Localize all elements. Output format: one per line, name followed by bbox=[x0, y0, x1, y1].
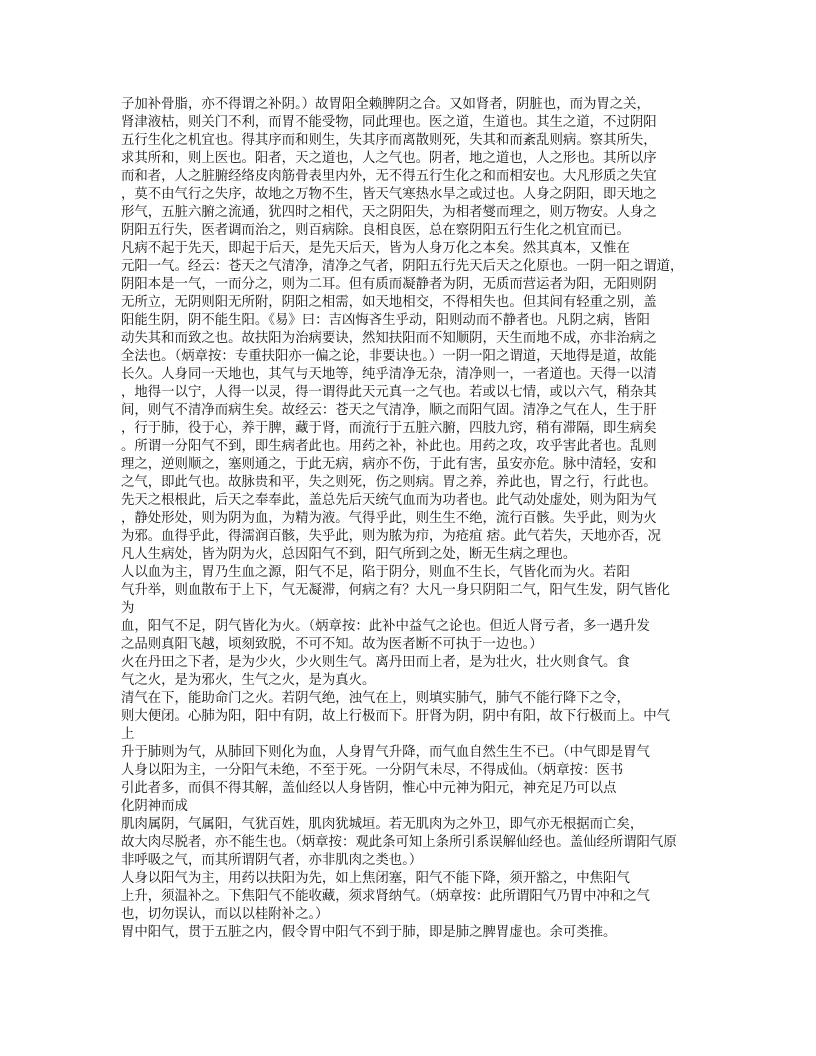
text-line: 人以血为主，胃乃生血之源，阳气不足，陷于阴分，则血不生长，气皆化而为火。若阳 bbox=[121, 565, 630, 580]
text-line: 上升，须温补之。下焦阳气不能收藏，须求肾纳气。（炳章按：此所谓阳气乃胃中冲和之气 bbox=[121, 889, 650, 904]
text-line: 子加补骨脂，亦不得谓之补阴。）故胃阳全赖脾阴之合。又如肾者，阴脏也，而为胃之关， bbox=[121, 97, 650, 112]
text-line: 肾津液枯，则关门不利，而胃不能受物，同此理也。医之道，生道也。其生之道，不过阴阳 bbox=[121, 115, 657, 130]
text-line: 五行生化之机宜也。得其序而和则生，失其序而离散则死，失其和而紊乱则病。察其所失， bbox=[121, 133, 657, 148]
text-line: 阴阳五行失，医者调而治之，则百病除。良相良医，总在察阴阳五行生化之机宜而已。 bbox=[121, 223, 630, 238]
text-line: ，地得一以宁，人得一以灵，得一谓得此天元真一之气也。若或以七情，或以六气，稍杂其 bbox=[121, 385, 657, 400]
text-line: 人身以阳为主，一分阳气未绝，不至于死。一分阴气未尽，不得成仙。（炳章按：医书 bbox=[121, 763, 624, 778]
text-line: 先天之根根此，后天之奉奉此，盖总先后天统气血而为功者也。此气动处虚处，则为阳为气 bbox=[121, 493, 657, 508]
text-line: 气之火，是为邪火，生气之火，是为真火。 bbox=[121, 673, 376, 688]
text-line: ，莫不由气行之失序，故地之万物不生，皆天气寒热水旱之或过也。人身之阴阳，即天地之 bbox=[121, 187, 657, 202]
text-line: 气升举，则血散布于上下，气无凝滞，何病之有？大凡一身只阴阳二气，阳气生发，阴气皆化 bbox=[121, 583, 671, 598]
text-line: 为 bbox=[121, 601, 135, 616]
text-line: 血，阳气不足，阴气皆化为火。（炳章按：此补中益气之论也。但近人肾亏者，多一遇升发 bbox=[121, 619, 650, 634]
text-line: 上 bbox=[121, 727, 135, 742]
text-line: 为邪。血得乎此，得濡润百骸，失乎此，则为脓为疖，为疮疽 痞。此气若失，天地亦否，况 bbox=[121, 529, 661, 544]
text-line: 人身以阳气为主，用药以扶阳为先，如上焦闭塞，阳气不能下降，须开豁之，中焦阳气 bbox=[121, 871, 630, 886]
text-line: 之气，即此气也。故脉贵和平，失之则死，伤之则病。胃之养，养此也，胃之行，行此也。 bbox=[121, 475, 657, 490]
text-line: 间，则气不清净而病生矣。故经云：苍天之气清净，顺之而阳气固。清净之气在人，生于肝 bbox=[121, 403, 657, 418]
text-line: 凡病不起于先天，即起于后天，是先天后天，皆为人身万化之本矣。然其真本，又惟在 bbox=[121, 241, 630, 256]
text-line: 长久。人身同一天地也，其气与天地等，纯乎清净无杂，清净则一，一者道也。天得一以清 bbox=[121, 367, 657, 382]
text-line: 引此者多，而俱不得其解，盖仙经以人身皆阴，惟心中元神为阳元，神充足乃可以点 bbox=[121, 781, 617, 796]
text-line: 清气在下，能助命门之火。若阴气绝，浊气在上，则填实肺气，肺气不能行降下之令， bbox=[121, 691, 630, 706]
text-line: 全法也。（炳章按：专重扶阳亦一偏之论，非要诀也。）一阴一阳之谓道，天地得是道，故能 bbox=[121, 349, 657, 364]
text-line: ，行于肺，役于心，养于脾，藏于肾，而流行于五脏六腑，四肢九窍，稍有滞隔，即生病矣 bbox=[121, 421, 657, 436]
text-line: 无所立，无阴则阳无所附，阴阳之相需，如天地相交，不得相失也。但其间有轻重之别，盖 bbox=[121, 295, 657, 310]
text-line: 也，切勿误认，而以以桂附补之。） bbox=[121, 907, 329, 922]
text-line: 形气，五脏六腑之流通，犹四时之相代，天之阴阳失，为相者燮而理之，则万物安。人身之 bbox=[121, 205, 657, 220]
text-line: 求其所和，则上医也。阳者，天之道也，人之气也。阴者，地之道也，人之形也。其所以序 bbox=[121, 151, 657, 166]
text-line: 升于肺则为气，从肺回下则化为血，人身胃气升降，而气血自然生生不已。（中气即是胃气 bbox=[121, 745, 650, 760]
text-line: 元阳一气。经云：苍天之气清净，清净之气者，阴阳五行先天后天之化原也。一阴一阳之谓道， bbox=[121, 259, 684, 274]
text-line: 凡人生病处，皆为阴为火，总因阳气不到，阳气所到之处，断无生病之理也。 bbox=[121, 547, 577, 562]
text-line: 非呼吸之气，而其所谓阴气者，亦非肌肉之类也。） bbox=[121, 853, 423, 868]
text-line: 则大便闭。心肺为阳，阳中有阴，故上行极而下。肝肾为阴，阴中有阳，故下行极而上。中气 bbox=[121, 709, 671, 724]
text-line: 阴阳本是一气，一而分之，则为二耳。但有质而凝静者为阴，无质而营运者为阳，无阳则阴 bbox=[121, 277, 657, 292]
text-line: 火在丹田之下者，是为少火，少火则生气。离丹田而上者，是为壮火，壮火则食气。食 bbox=[121, 655, 630, 670]
text-line: 动失其和而致之也。故扶阳为治病要诀，然知扶阳而不知顺阴，天生而地不成，亦非治病之 bbox=[121, 331, 657, 346]
text-line: 。所谓一分阳气不到，即生病者此也。用药之补，补此也。用药之攻，攻乎害此者也。乱则 bbox=[121, 439, 657, 454]
text-line: 化阴神而成 bbox=[121, 799, 188, 814]
text-line: 故大肉尽脱者，亦不能生也。（炳章按：观此条可知上条所引系误解仙经也。盖仙经所谓阳气原 bbox=[121, 835, 677, 850]
text-line: 胃中阳气，贯于五脏之内，假令胃中阳气不到于肺，即是肺之脾胃虚也。余可类推。 bbox=[121, 925, 617, 940]
text-line: 阳能生阴，阴不能生阳。《易》曰：吉凶悔吝生乎动，阳则动而不静者也。凡阴之病，皆阳 bbox=[121, 313, 650, 328]
text-line: ，静处形处，则为阴为血，为精为液。气得乎此，则生生不绝，流行百骸。失乎此，则为火 bbox=[121, 511, 657, 526]
text-line: 肌肉属阴，气属阳，气犹百姓，肌肉犹城垣。若无肌肉为之外卫，即气亦无根据而亡矣， bbox=[121, 817, 644, 832]
text-line: 而和者，人之脏腑经络皮肉筋骨表里内外，无不得五行生化之和而相安也。大凡形质之失宜 bbox=[121, 169, 657, 184]
text-line: 之品则真阳飞越，顷刻致脱，不可不知。故为医者断不可执于一边也。） bbox=[121, 637, 543, 652]
text-line: 理之，逆则顺之，塞则通之，于此无病，病亦不伤，于此有害，虽安亦危。脉中清轻，安和 bbox=[121, 457, 657, 472]
